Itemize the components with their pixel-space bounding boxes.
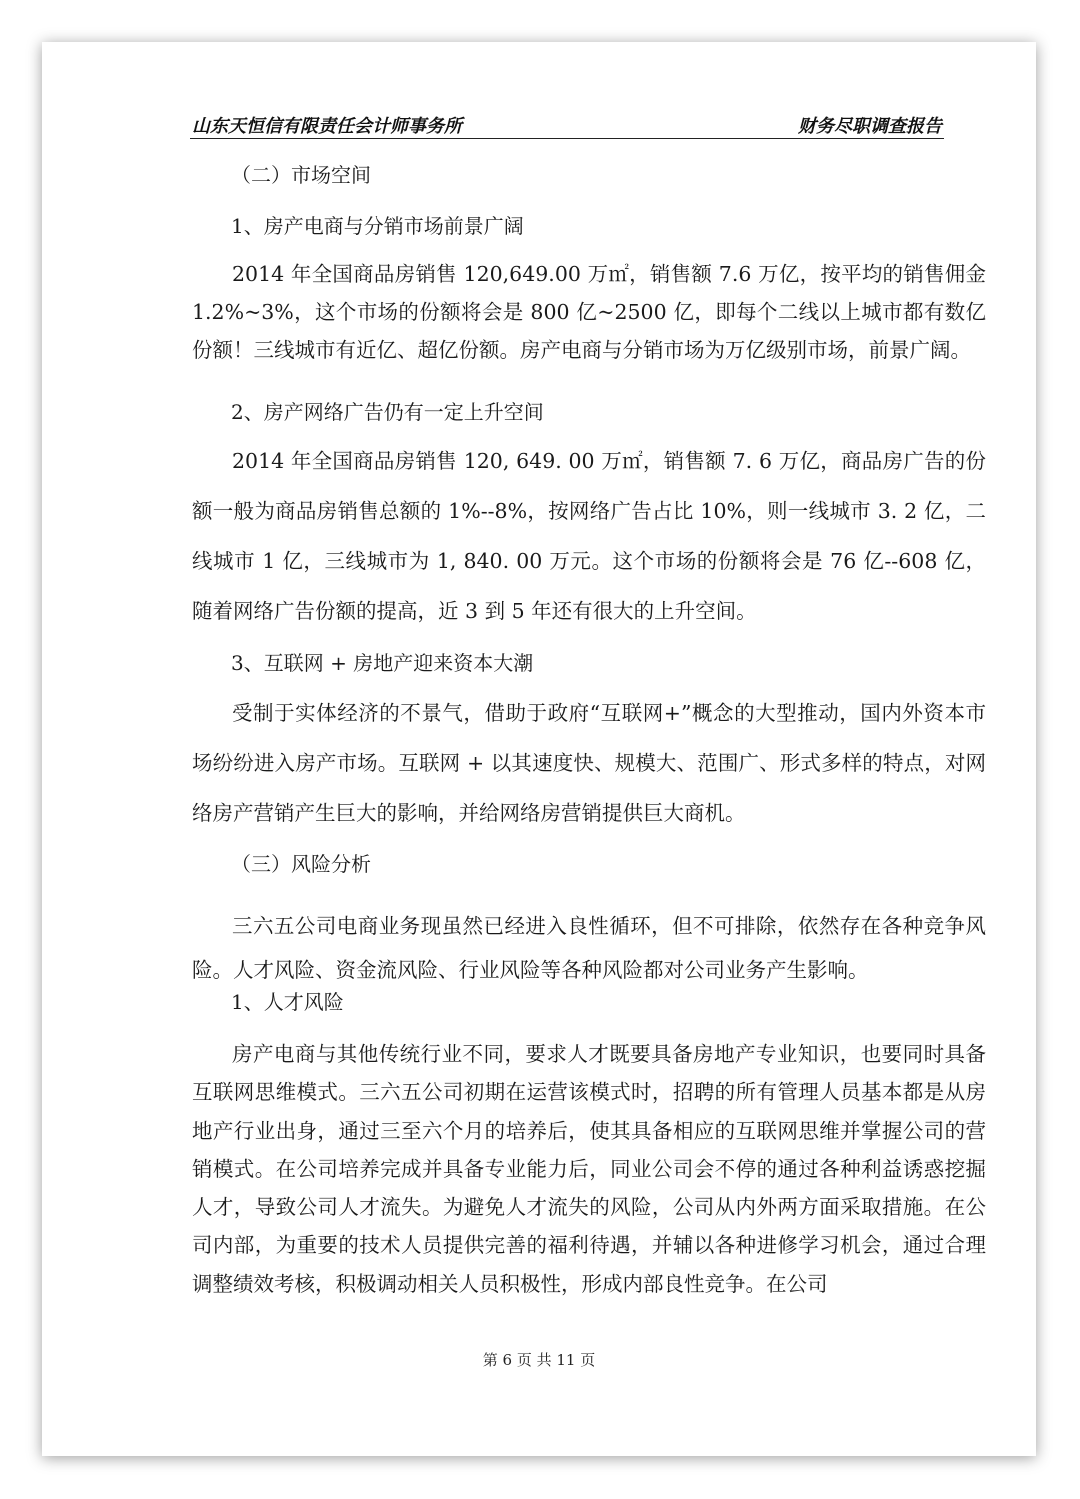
subheading-item-1: 1、房产电商与分销市场前景广阔 <box>231 214 524 238</box>
paragraph-risk-overview: 三六五公司电商业务现虽然已经进入良性循环，但不可排除，依然存在各种竞争风险。人才风险、资金流风险、行业风险等各种风险都对公司业务产生影响。 <box>192 914 986 982</box>
subheading-talent-risk: 1、人才风险 <box>231 990 344 1014</box>
section-heading-risk-analysis: （三）风险分析 <box>231 852 371 876</box>
subheading-item-2: 2、房产网络广告仍有一定上升空间 <box>231 400 544 424</box>
header-firm-name: 山东天恒信有限责任会计师事务所 <box>192 116 462 137</box>
section-heading-market-space: （二）市场空间 <box>231 163 371 187</box>
paragraph-item-3: 受制于实体经济的不景气，借助于政府“互联网+”概念的大型推动，国内外资本市场纷纷进入房产市场。互联网 + 以其速度快、规模大、范围广、形式多样的特点，对网络房产营销产生巨大的影响，并给网络房营销提供巨大商机。 <box>192 701 986 825</box>
paragraph-item-1: 2014 年全国商品房销售 120,649.00 万㎡，销售额 7.6 万亿，按平均的销售佣金 1.2%~3%，这个市场的份额将会是 800 亿~2500 亿，即每个二线以上城市都有数亿份额！三线城市有近亿、超亿份额。房产电商与分销市场为万亿级别市场，前景广阔。 <box>192 262 986 362</box>
header-divider <box>190 138 944 139</box>
page-number-footer: 第 6 页 共 11 页 <box>482 1351 596 1369</box>
paragraph-item-2: 2014 年全国商品房销售 120, 649. 00 万㎡，销售额 7. 6 万亿，商品房广告的份额一般为商品房销售总额的 1%--8%，按网络广告占比 10%，则一线城市 3. 2 亿，二线城市 1 亿，三线城市为 1, 840. 00 万元。这个市场的份额将会是 76 亿--608 亿，随着网络广告份额的提高，近 3 到 5 年还有很大的上升空间。 <box>192 449 986 623</box>
header-report-title: 财务尽职调查报告 <box>798 116 942 137</box>
paragraph-talent-risk: 房产电商与其他传统行业不同，要求人才既要具备房地产专业知识，也要同时具备互联网思维模式。三六五公司初期在运营该模式时，招聘的所有管理人员基本都是从房地产行业出身，通过三至六个月的培养后，使其具备相应的互联网思维并掌握公司的营销模式。在公司培养完成并具备专业能力后，同业公司会不停的通过各种利益诱惑挖掘人才，导致公司人才流失。为避免人才流失的风险，公司从内外两方面采取措施。在公司内部，为重要的技术人员提供完善的福利待遇，并辅以各种进修学习机会，通过合理调整绩效考核，积极调动相关人员积极性，形成内部良性竞争。在公司 <box>192 1042 986 1296</box>
subheading-item-3: 3、互联网 + 房地产迎来资本大潮 <box>231 651 534 675</box>
document-page <box>42 42 1036 1456</box>
